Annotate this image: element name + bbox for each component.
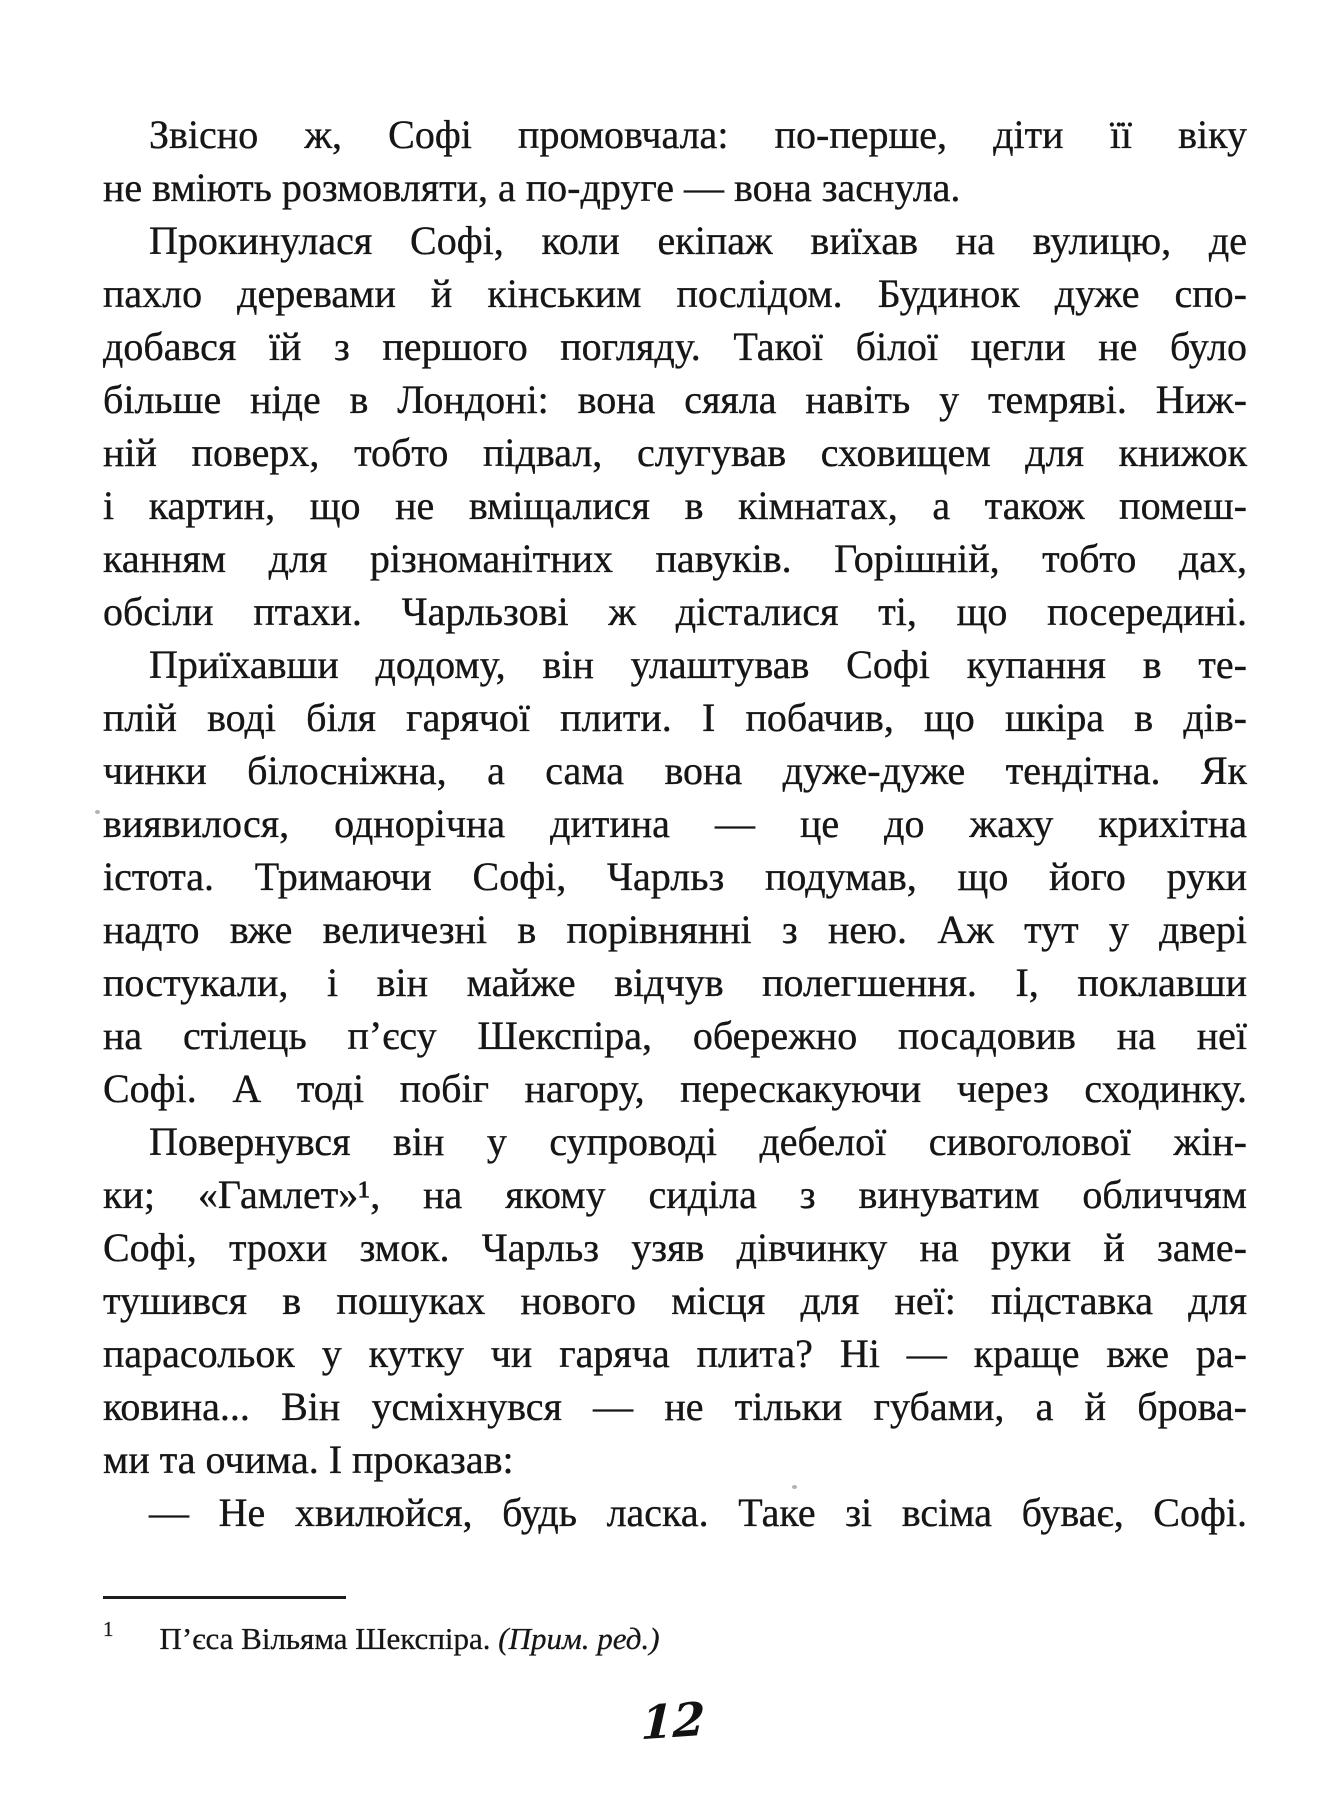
text-line: обсіли птахи. Чарльзові ж дісталися ті, що посередині. — [103, 589, 1247, 634]
text-block — [103, 108, 1247, 1539]
text-line: добався їй з першого погляду. Такої білої цегли не було — [103, 324, 1247, 369]
scan-speck — [95, 810, 100, 814]
text-line: плій воді біля гарячої плити. І побачив, що шкіра в дів- — [103, 695, 1247, 740]
text-line: ній поверх, тобто підвал, слугував сховищем для книжок — [103, 430, 1247, 475]
page-number: 12 — [640, 1691, 706, 1751]
text-line: Повернувся він у супроводі дебелої сивоголової жін- — [149, 1119, 1247, 1164]
footnote-marker: 1 — [103, 1617, 114, 1641]
text-line: ки; «Гамлет»¹, на якому сиділа з винуватим обличчям — [103, 1172, 1247, 1217]
text-line: чинки білосніжна, а сама вона дуже-дуже тендітна. Як — [103, 748, 1247, 793]
text-line: пахло деревами й кінським послідом. Будинок дуже спо- — [103, 271, 1247, 316]
scan-speck — [792, 1485, 797, 1489]
text-line: ми та очима. І проказав: — [103, 1437, 514, 1482]
text-line: істота. Тримаючи Софі, Чарльз подумав, що його руки — [103, 854, 1247, 899]
footnote-note-italic: (Прим. ред.) — [498, 1621, 660, 1656]
text-line: і картин, що не вміщалися в кімнатах, а також помеш- — [103, 483, 1247, 528]
text-line: Звісно ж, Софі промовчала: по-перше, діти її віку — [149, 112, 1247, 157]
footnote — [103, 1608, 1247, 1660]
text-line: тушився в пошуках нового місця для неї: підставка для — [103, 1278, 1247, 1323]
text-line: Софі. А тоді побіг нагору, перескакуючи через сходинку. — [103, 1066, 1247, 1111]
text-line: виявилося, однорічна дитина — це до жаху крихітна — [103, 801, 1247, 846]
footnote-text: П’єса Вільяма Шекспіра. — [159, 1621, 499, 1656]
text-line: не вміють розмовляти, а по-друге — вона заснула. — [103, 165, 961, 210]
text-line: Прокинулася Софі, коли екіпаж виїхав на вулицю, де — [149, 218, 1247, 263]
dialogue-line: — Не хвилюйся, будь ласка. Таке зі всіма буває, Софі. — [149, 1490, 1247, 1535]
text-line: Приїхавши додому, він улаштував Софі купання в те- — [149, 642, 1247, 687]
text-line: Софі, трохи змок. Чарльз узяв дівчинку на руки й заме- — [103, 1225, 1247, 1270]
text-line: канням для різноманітних павуків. Горішній, тобто дах, — [103, 536, 1247, 581]
footnote-divider — [103, 1596, 346, 1599]
text-line: постукали, і він майже відчув полегшення. І, поклавши — [103, 960, 1247, 1005]
text-line: більше ніде в Лондоні: вона сяяла навіть у темряві. Ниж- — [103, 377, 1247, 422]
text-line: ковина... Він усміхнувся — не тільки губами, а й брова- — [103, 1384, 1247, 1429]
text-line: надто вже величезні в порівнянні з нею. Аж тут у двері — [103, 907, 1247, 952]
text-line: парасольок у кутку чи гаряча плита? Ні — краще вже ра- — [103, 1331, 1247, 1376]
text-line: на стілець п’єсу Шекспіра, обережно посадовив на неї — [103, 1013, 1247, 1058]
